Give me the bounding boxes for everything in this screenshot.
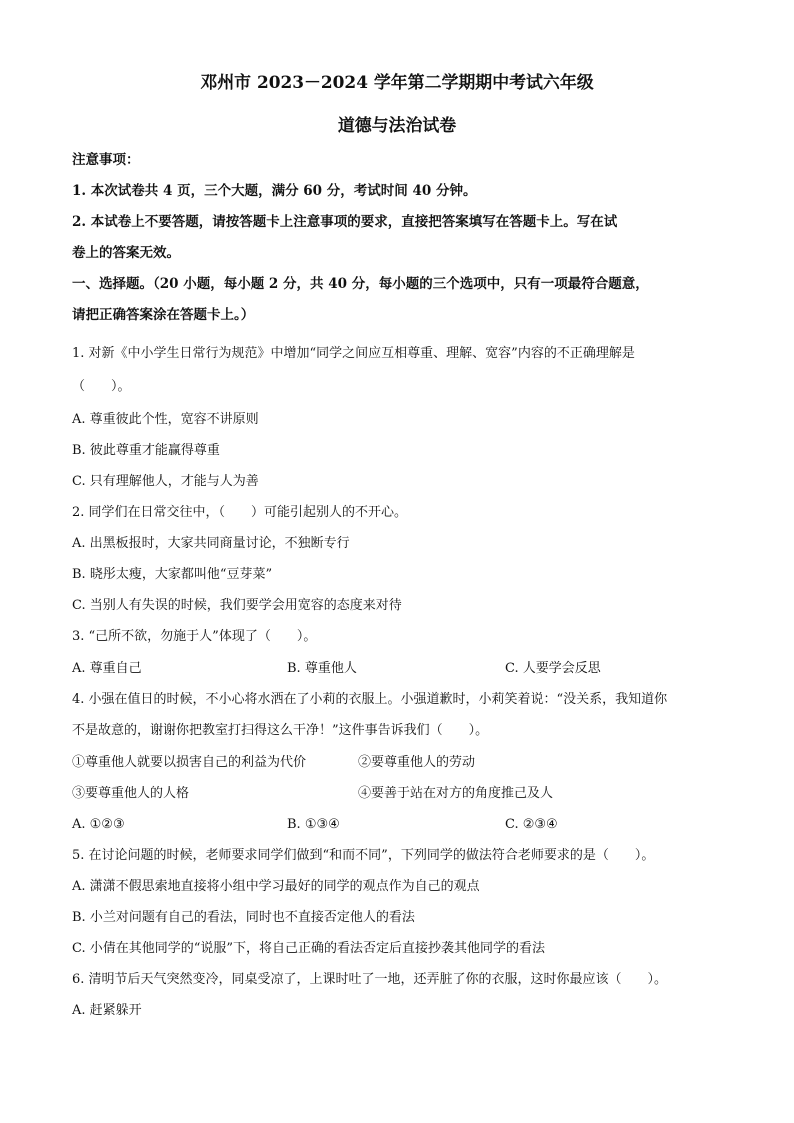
q5-option-b: B. 小兰对问题有自己的看法，同时也不直接否定他人的看法 <box>72 910 415 925</box>
q6-option-a: A. 赶紧躲开 <box>72 1003 142 1018</box>
exam-title-line2: 道德与法治试卷 <box>337 115 457 135</box>
q5-stem: 5. 在讨论问题的时候，老师要求同学们做到“和而不同”，下列同学的做法符合老师要求的是（ ）。 <box>72 848 655 863</box>
q4-stem-line1: 4. 小强在值日的时候，不小心将水洒在了小莉的衣服上。小强道歉时，小莉笑着说：“没关系，我知道你 <box>72 692 668 707</box>
q5-option-c: C. 小倩在其他同学的“说服”下，将自己正确的看法否定后直接抄袭其他同学的看法 <box>72 941 546 956</box>
q4-option-a: A. ①②③ <box>72 817 125 832</box>
q4-statement-4: ④要善于站在对方的角度推己及人 <box>358 786 554 801</box>
q3-option-c: C. 人要学会反思 <box>505 661 601 676</box>
q4-statement-2: ②要尊重他人的劳动 <box>358 755 476 770</box>
q2-option-a: A. 出黑板报时，大家共同商量讨论，不独断专行 <box>72 536 350 551</box>
q5-option-a: A. 潇潇不假思索地直接将小组中学习最好的同学的观点作为自己的观点 <box>72 879 480 894</box>
exam-title-line1: 邓州市 2023－2024 学年第二学期期中考试六年级 <box>200 72 594 92</box>
notes-item-1: 1. 本次试卷共 4 页，三个大题，满分 60 分，考试时间 40 分钟。 <box>72 183 477 199</box>
q4-stem-line2: 不是故意的，谢谢你把教室打扫得这么干净！”这件事告诉我们（ ）。 <box>72 723 489 738</box>
q2-option-b: B. 晓彤太瘦，大家都叫他“豆芽菜” <box>72 567 273 582</box>
notes-heading: 注意事项： <box>72 152 140 168</box>
notes-item-2-line2: 卷上的答案无效。 <box>72 245 180 261</box>
section1-heading-line2: 请把正确答案涂在答题卡上。） <box>72 307 255 323</box>
section1-heading-line1: 一、选择题。（20 小题，每小题 2 分，共 40 分，每小题的三个选项中，只有一项最符合题意， <box>72 276 649 292</box>
q1-option-a: A. 尊重彼此个性，宽容不讲原则 <box>72 412 259 427</box>
q6-stem: 6. 清明节后天气突然变冷，同桌受凉了，上课时吐了一地，还弄脏了你的衣服，这时你最应该（ ）。 <box>72 972 668 987</box>
q1-stem-line2: （ ）。 <box>72 379 131 394</box>
q4-option-b: B. ①③④ <box>287 817 340 832</box>
notes-item-2-line1: 2. 本试卷上不要答题，请按答题卡上注意事项的要求，直接把答案填写在答题卡上。写在试 <box>72 214 618 230</box>
q4-statement-1: ①尊重他人就要以损害自己的利益为代价 <box>72 755 307 770</box>
q3-option-b: B. 尊重他人 <box>287 661 357 676</box>
q4-statement-3: ③要尊重他人的人格 <box>72 786 190 801</box>
q1-stem-line1: 1. 对新《中小学生日常行为规范》中增加“同学之间应互相尊重、理解、宽容”内容的不正确理解是 <box>72 346 635 361</box>
q4-option-c: C. ②③④ <box>505 817 558 832</box>
q3-stem: 3. “己所不欲，勿施于人”体现了（ ）。 <box>72 629 317 644</box>
q2-stem: 2. 同学们在日常交往中，（ ）可能引起别人的不开心。 <box>72 505 408 520</box>
q1-option-b: B. 彼此尊重才能赢得尊重 <box>72 443 220 458</box>
q2-option-c: C. 当别人有失误的时候，我们要学会用宽容的态度来对待 <box>72 598 402 613</box>
q3-option-a: A. 尊重自己 <box>72 661 142 676</box>
q1-option-c: C. 只有理解他人，才能与人为善 <box>72 474 259 489</box>
